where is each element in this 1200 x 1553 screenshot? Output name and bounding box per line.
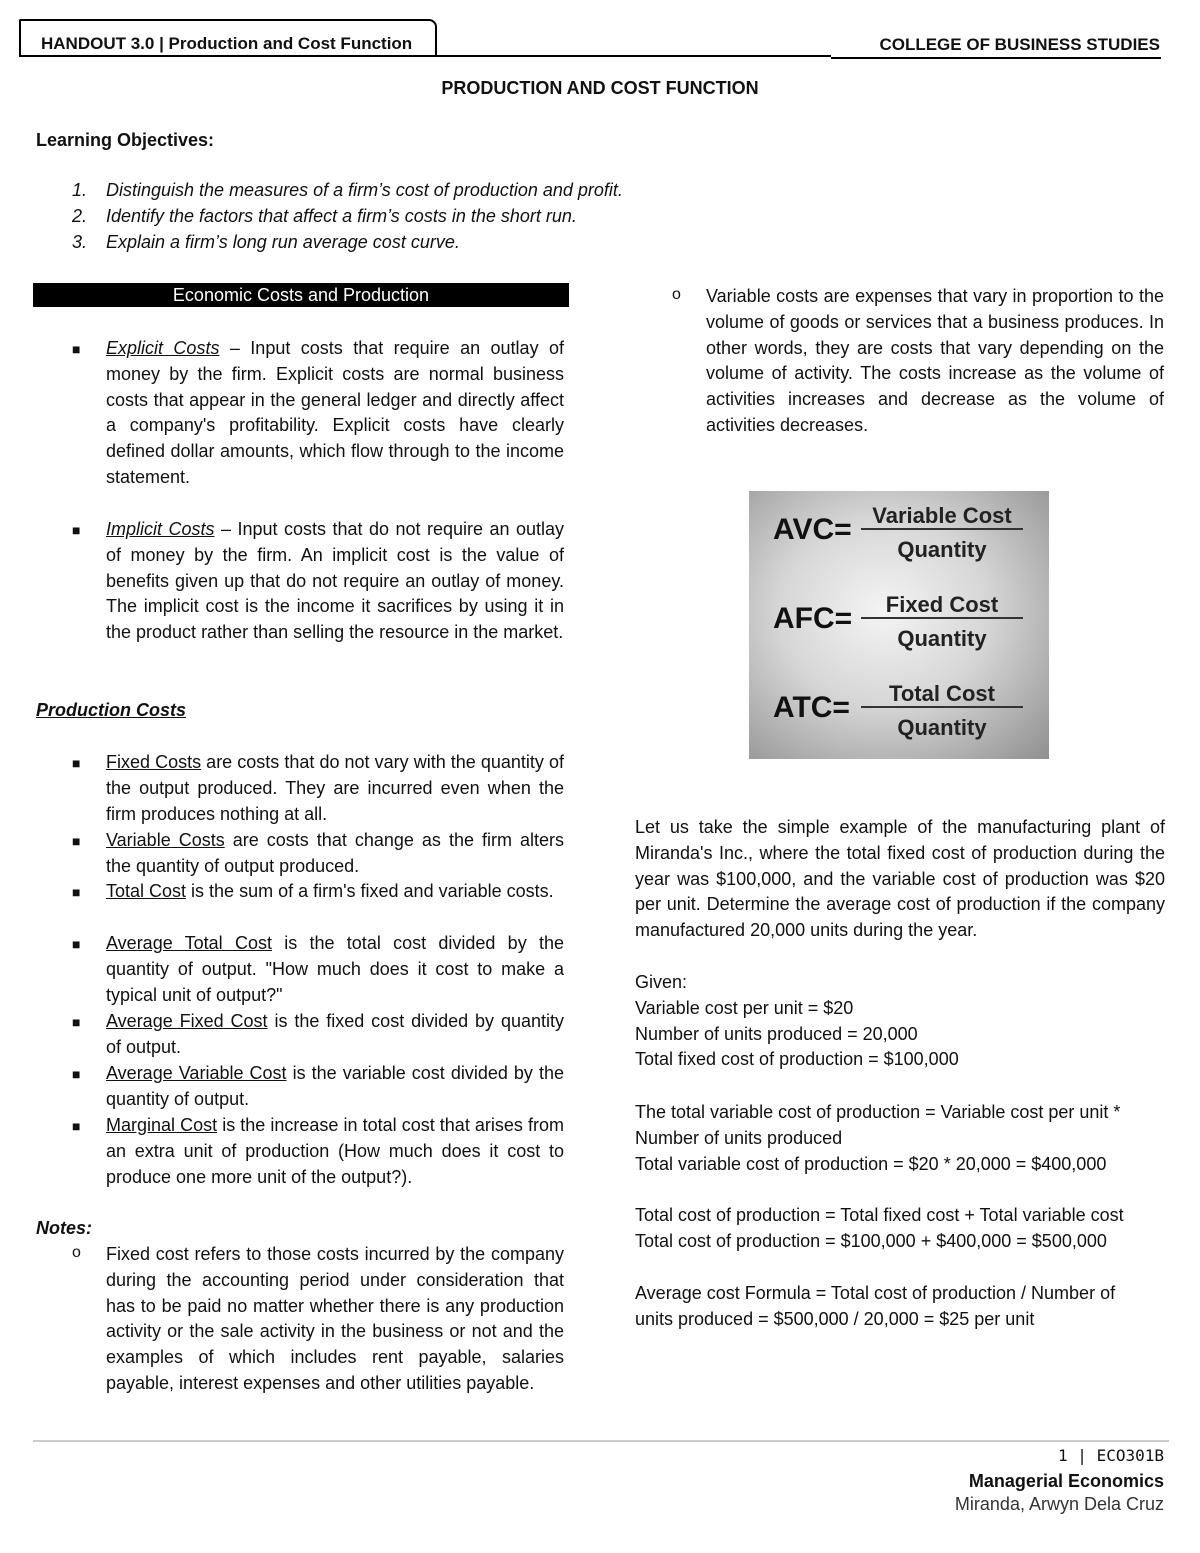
cost-text: are costs that change as the firm alters the quantity of output produced. [106,830,564,876]
cost-term: Average Variable Cost [106,1063,287,1083]
given-line: Number of units produced = 20,000 [635,1023,918,1044]
cost-text: is the variable cost divided by the quantity of output. [106,1063,564,1109]
implicit-costs-term: Implicit Costs [106,519,215,539]
cost-term: Average Total Cost [106,933,272,953]
cost-text: are costs that do not vary with the quantity of the output produced. They are incurred even when the firm produces nothing at all. [106,752,565,824]
cost-term: Variable Costs [106,830,225,850]
production-cost-item [106,879,564,905]
circle-bullet-icon: o [672,286,681,303]
footer-author: Miranda, Arwyn Dela Cruz [954,1494,1164,1514]
production-cost-item [106,1113,564,1190]
given-label: Given: [635,972,688,992]
footer-rule [33,1440,1169,1442]
production-cost-item [106,750,564,827]
bullet-icon: ■ [72,833,81,849]
cost-term: Fixed Costs [106,752,202,772]
learning-objectives-heading: Learning Objectives: [36,130,215,150]
production-cost-item [106,1061,564,1113]
average-cost-formula-image [749,491,1049,759]
total-cost-block [635,1203,1175,1255]
footer-page: 1 | ECO301B [1058,1446,1164,1465]
formula-lhs: AVC= [773,513,852,546]
circle-bullet-icon: o [72,1244,81,1261]
formula-numerator: Variable Cost [872,503,1012,528]
bullet-icon: ■ [72,522,81,538]
bullet-icon: ■ [72,341,81,357]
cost-text: is the sum of a firm's fixed and variable costs. [186,881,554,901]
production-cost-item [106,828,564,880]
production-cost-item [106,1009,564,1061]
page-title: PRODUCTION AND COST FUNCTION [441,78,759,98]
fraction-bar [861,617,1023,619]
formula-numerator: Fixed Cost [885,592,999,617]
header-rule-right [831,57,1161,59]
explicit-costs-term: Explicit Costs [106,338,220,358]
formula-denominator: Quantity [897,626,987,651]
bullet-icon: ■ [72,1066,81,1082]
handout-tab [19,19,437,55]
explicit-costs-item [106,336,564,491]
calc-line: Total cost of production = $100,000 + $400,000 = $500,000 [635,1230,1107,1251]
college-label: COLLEGE OF BUSINESS STUDIES [879,35,1160,54]
footer-course: Managerial Economics [968,1471,1164,1491]
calc-line: Total variable cost of production = $20 * 20,000 = $400,000 [635,1153,1107,1174]
variable-cost-note: Variable costs are expenses that vary in proportion to the volume of goods or services that a business produces. In other words, they are costs that vary depending on the volume of activity. The costs increase as the volume of activities increases and decrease as the volume of activities decreases. [706,286,1164,435]
bullet-icon: ■ [72,936,81,952]
objective-number: 2. [72,206,88,226]
calc-line: Total cost of production = Total fixed cost + Total variable cost [635,1205,1124,1225]
cost-term: Marginal Cost [106,1115,218,1135]
bullet-icon: ■ [72,884,81,900]
bullet-icon: ■ [72,1014,81,1030]
objective-number: 3. [72,232,88,252]
production-costs-heading: Production Costs [36,700,187,720]
example-given-block [635,970,1175,1073]
formula-avc [749,495,1049,583]
cost-text: is the fixed cost divided by quantity of output. [106,1011,564,1057]
formula-numerator: Total Cost [889,681,995,706]
production-cost-item [106,931,564,1008]
calc-line: Average cost Formula = Total cost of production / Number of [635,1283,1116,1303]
cost-text: is the total cost divided by the quantity of output. "How much does it cost to make a typical unit of output?" [106,933,564,1005]
total-variable-cost-block [635,1100,1175,1177]
objective-number: 1. [72,180,88,200]
implicit-costs-text: – Input costs that do not require an outlay of money by the firm. An implicit cost is the value of benefits given up that do not require an outlay of money. The implicit cost is the income it sacrifices by using it in the product rather than selling the resource in the market. [106,519,565,643]
section-bar: Economic Costs and Production [33,283,569,307]
explicit-costs-text: – Input costs that require an outlay of money by the firm. Explicit costs are normal business costs that appear in the general ledger and directly affect a company's profitability. Explicit costs have clearly defined dollar amounts, which flow through to the income statement. [106,338,564,487]
cost-text: is the increase in total cost that arises from an extra unit of production (How much does it cost to produce one more unit of the output?). [106,1115,564,1187]
implicit-costs-item [106,517,564,646]
bullet-icon: ■ [72,755,81,771]
formula-denominator: Quantity [897,715,987,740]
objective-item [72,232,772,256]
calc-line: The total variable cost of production = Variable cost per unit * [635,1102,1121,1122]
average-cost-block [635,1281,1175,1333]
fixed-cost-note: Fixed cost refers to those costs incurred by the company during the accounting period under consideration that has to be paid no matter whether there is any production activity or the sale activity in the business or not and the examples of which includes rent payable, salaries payable, interest expenses and other utilities payable. [106,1244,564,1393]
given-line: Variable cost per unit = $20 [635,997,854,1018]
formula-denominator: Quantity [897,537,987,562]
header-rule [19,55,831,57]
calc-line: Number of units produced [635,1127,843,1148]
calc-line: units produced = $500,000 / 20,000 = $25 per unit [635,1308,1035,1329]
formula-atc [749,673,1049,761]
objective-item [72,180,772,204]
objective-text: Distinguish the measures of a firm’s cost of production and profit. [106,180,623,200]
objective-text: Identify the factors that affect a firm’s costs in the short run. [106,206,577,226]
given-line: Total fixed cost of production = $100,000 [635,1049,959,1070]
notes-heading: Notes: [36,1218,93,1238]
cost-term: Total Cost [106,881,187,901]
objective-item [72,206,772,230]
formula-lhs: ATC= [773,691,850,724]
formula-lhs: AFC= [773,602,853,635]
fraction-bar [861,528,1023,530]
cost-term: Average Fixed Cost [106,1011,268,1031]
objective-text: Explain a firm’s long run average cost curve. [106,232,460,252]
bullet-icon: ■ [72,1118,81,1134]
handout-label: HANDOUT 3.0 | Production and Cost Function [41,34,413,53]
example-intro: Let us take the simple example of the manufacturing plant of Miranda's Inc., where the total fixed cost of production during the year was $100,000, and the variable cost of production was $20 per unit. Determine the average cost of production if the company manufactured 20,000 units during the year. [635,817,1165,941]
formula-afc [749,584,1049,672]
fraction-bar [861,706,1023,708]
